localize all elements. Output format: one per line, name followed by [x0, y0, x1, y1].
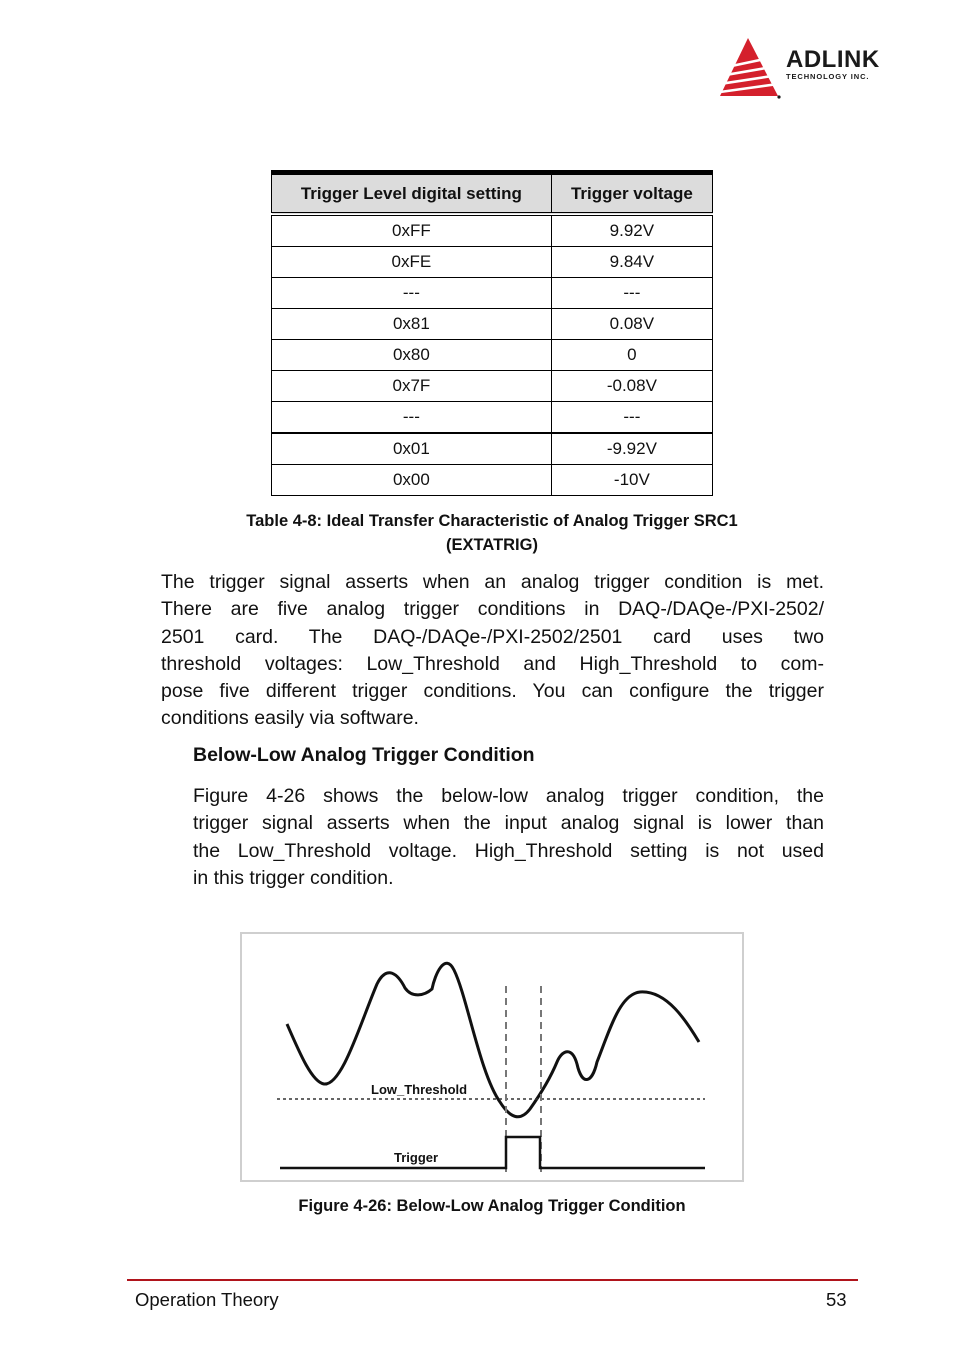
- trigger-pulse: [280, 1137, 705, 1168]
- paragraph-line: 2501 card. The DAQ-/DAQe-/PXI-2502/2501 card uses two: [161, 625, 824, 648]
- column-header: Trigger Level digital setting: [272, 173, 552, 215]
- paragraph-line: trigger signal asserts when the input analog signal is lower than: [193, 812, 824, 835]
- table-cell: 0x7F: [272, 371, 552, 402]
- table-cell: -0.08V: [551, 371, 712, 402]
- footer-rule: [127, 1279, 858, 1281]
- figure-caption: Figure 4-26: Below-Low Analog Trigger Condition: [298, 1197, 686, 1215]
- table-caption-line: (EXTATRIG): [446, 536, 538, 554]
- table-cell: 0x81: [272, 309, 552, 340]
- table-cell: 0x00: [272, 465, 552, 496]
- analog-signal-curve: [287, 963, 699, 1117]
- trigger-level-table: [271, 170, 713, 496]
- footer-section-title: Operation Theory: [135, 1289, 279, 1310]
- table-caption-line: Table 4-8: Ideal Transfer Characteristic of Analog Trigger SRC1: [246, 512, 738, 530]
- table-row: [272, 465, 713, 496]
- table-row: [272, 433, 713, 465]
- logo-tagline: TECHNOLOGY INC.: [786, 72, 870, 81]
- table-cell: 0: [551, 340, 712, 371]
- table-row: [272, 214, 713, 247]
- trigger-waveform-diagram: [242, 934, 742, 1180]
- paragraph-line: conditions easily via software.: [161, 707, 419, 730]
- table-row: [272, 371, 713, 402]
- table-cell: ---: [551, 402, 712, 434]
- table-row: [272, 402, 713, 434]
- paragraph-line: There are five analog trigger conditions in DAQ-/DAQe-/PXI-2502/: [161, 598, 824, 621]
- logo-wordmark: ADLINK: [786, 46, 880, 73]
- table-cell: ---: [272, 278, 552, 309]
- adlink-logo: [720, 38, 915, 100]
- table-cell: 0x01: [272, 433, 552, 465]
- table-caption: [130, 509, 854, 557]
- paragraph-line: in this trigger condition.: [193, 866, 394, 889]
- table-cell: 9.84V: [551, 247, 712, 278]
- body-paragraph: [161, 569, 824, 733]
- paragraph-line: the Low_Threshold voltage. High_Threshold setting is not used: [193, 839, 824, 862]
- column-header: Trigger voltage: [551, 173, 712, 215]
- adlink-triangle-icon: [720, 38, 782, 100]
- low-threshold-label: Low_Threshold: [371, 1082, 468, 1097]
- table-cell: 0.08V: [551, 309, 712, 340]
- table-cell: ---: [551, 278, 712, 309]
- table-cell: 0xFF: [272, 214, 552, 247]
- trigger-label: Trigger: [394, 1150, 439, 1165]
- table-cell: 9.92V: [551, 214, 712, 247]
- page-number: 53: [826, 1289, 847, 1310]
- section-heading: Below-Low Analog Trigger Condition: [193, 744, 535, 766]
- table-cell: -10V: [551, 465, 712, 496]
- figure-below-low-trigger: [240, 932, 744, 1182]
- table-cell: ---: [272, 402, 552, 434]
- body-paragraph: [193, 783, 824, 892]
- paragraph-line: Figure 4-26 shows the below-low analog trigger condition, the: [193, 785, 824, 807]
- paragraph-line: The trigger signal asserts when an analog trigger condition is met.: [161, 571, 824, 593]
- paragraph-line: pose five different trigger conditions. You can configure the trigger: [161, 680, 824, 703]
- table-cell: -9.92V: [551, 433, 712, 465]
- table-cell: 0x80: [272, 340, 552, 371]
- paragraph-line: threshold voltages: Low_Threshold and High_Threshold to com-: [161, 652, 824, 675]
- table-row: [272, 278, 713, 309]
- table-row: [272, 340, 713, 371]
- table-cell: 0xFE: [272, 247, 552, 278]
- table-row: [272, 247, 713, 278]
- table-row: [272, 309, 713, 340]
